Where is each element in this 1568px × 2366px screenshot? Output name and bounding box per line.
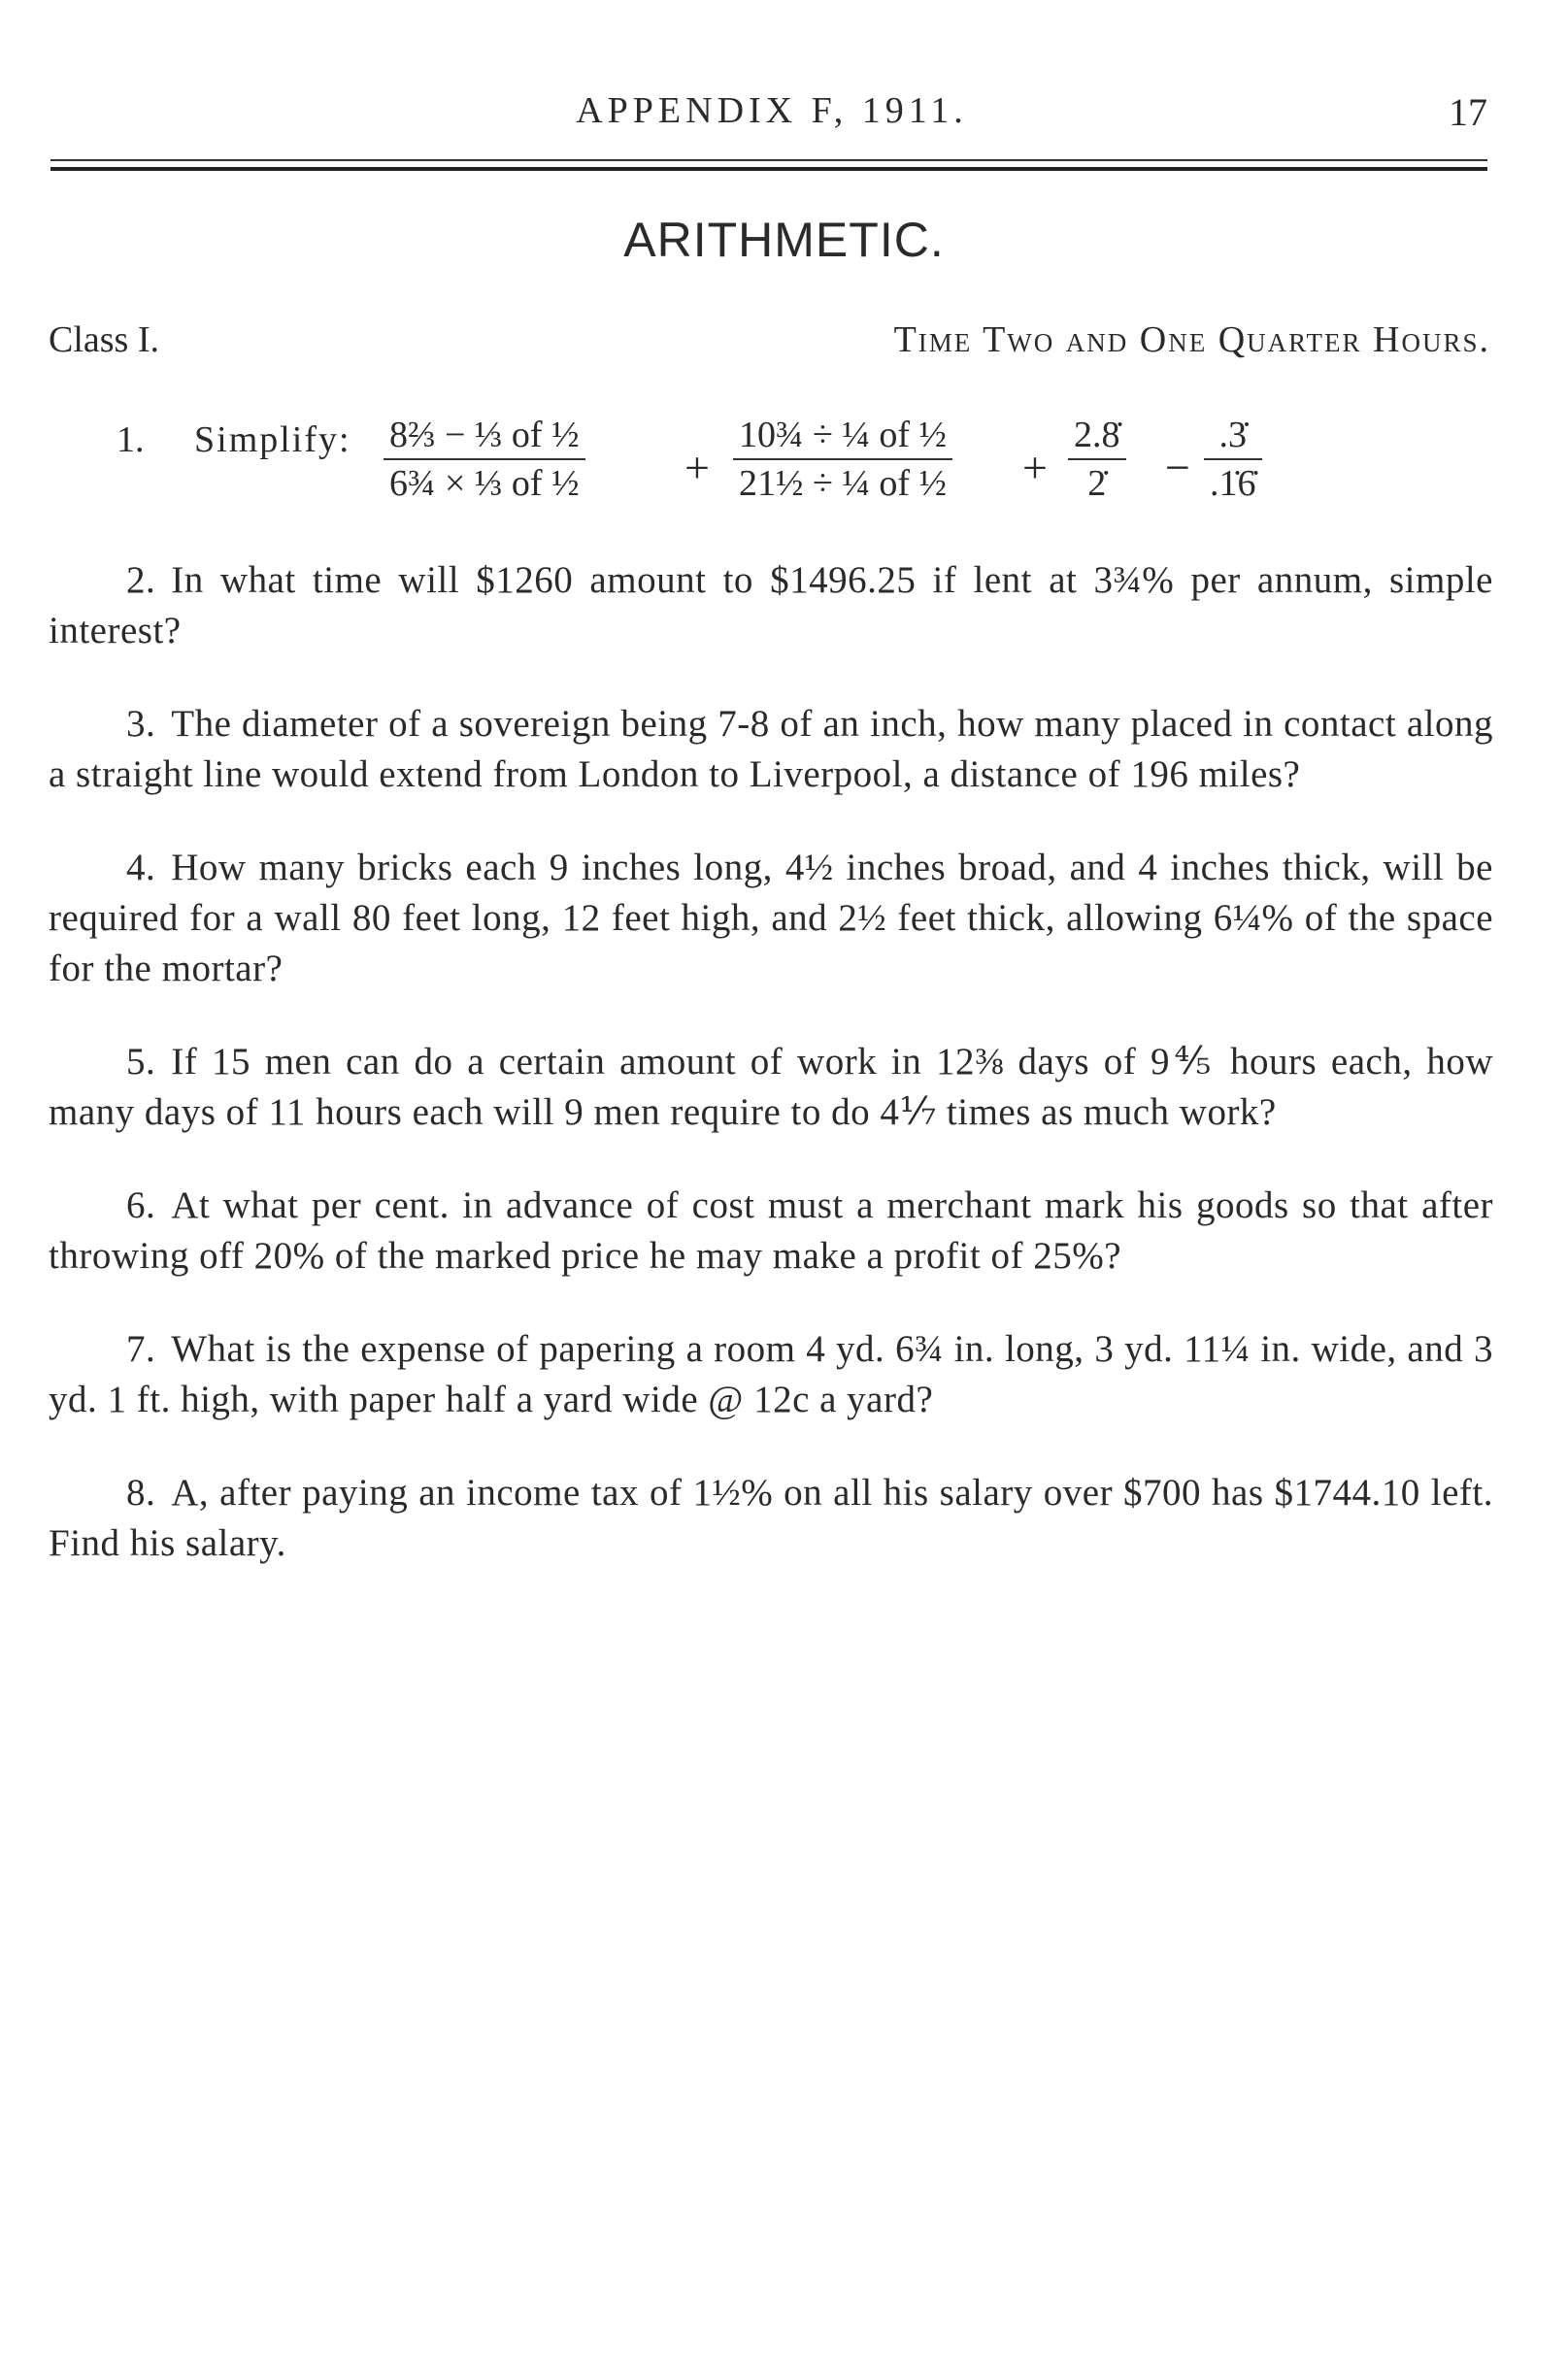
question-text: If 15 men can do a certain amount of work in 12⅜ days of 9⅘ hours each, how many days of 11 hours each will 9 men require to do 4⅐ times as much work? xyxy=(49,1041,1493,1133)
running-title: APPENDIX F, 1911. xyxy=(576,90,968,131)
question-number: 4. xyxy=(126,847,156,888)
fraction-numerator: .3̇ xyxy=(1218,415,1247,455)
question-number: 7. xyxy=(126,1328,156,1370)
question-number: 8. xyxy=(126,1472,156,1514)
header-rule-thin xyxy=(50,159,1487,161)
operator-minus: − xyxy=(1165,443,1190,492)
fraction-term-2 xyxy=(733,413,952,506)
running-header xyxy=(49,82,1495,140)
header-rule-thick xyxy=(50,167,1487,171)
fraction-numerator: 10¾ ÷ ¼ of ½ xyxy=(739,415,948,455)
question-text: A, after paying an income tax of 1½% on all his salary over $700 has $1744.10 left. Find his salary. xyxy=(49,1472,1493,1564)
question-3 xyxy=(49,699,1493,800)
fraction-bar xyxy=(1204,458,1262,460)
fraction-term-4 xyxy=(1204,413,1262,506)
fraction-bar xyxy=(733,458,952,460)
question-number: 3. xyxy=(126,703,156,745)
page-number: 17 xyxy=(1449,90,1487,134)
fraction-term-1 xyxy=(384,413,585,506)
time-allowed-label: Time Two and One Quarter Hours. xyxy=(893,319,1490,360)
question-text: At what per cent. in advance of cost must a merchant mark his goods so that after throwing off 20% of the marked price he may make a profit of 25%? xyxy=(49,1184,1493,1277)
fraction-term-3 xyxy=(1068,413,1126,506)
fraction-denominator: 21½ ÷ ¼ of ½ xyxy=(739,463,948,504)
question-text: The diameter of a sovereign being 7-8 of an inch, how many placed in contact along a straight line would extend from London to Liverpool, a distance of 196 miles? xyxy=(49,703,1493,795)
class-label: Class I. xyxy=(49,319,159,360)
question-6 xyxy=(49,1181,1493,1282)
fraction-numerator: 8⅔ − ⅓ of ½ xyxy=(389,415,580,455)
question-number: 2. xyxy=(126,559,156,601)
section-title: ARITHMETIC. xyxy=(623,213,945,267)
fraction-bar xyxy=(384,458,585,460)
question-text: What is the expense of papering a room 4 yd. 6¾ in. long, 3 yd. 11¼ in. wide, and 3 yd. 1 ft. high, with paper half a yard wide @ 12c a yard? xyxy=(49,1328,1493,1420)
question-number: 1. xyxy=(117,419,145,460)
question-list xyxy=(49,555,1493,1612)
question-7 xyxy=(49,1324,1493,1425)
operator-plus: + xyxy=(684,443,710,492)
fraction-denominator: .1̇6̇ xyxy=(1210,463,1256,504)
question-8 xyxy=(49,1468,1493,1569)
fraction-numerator: 2.8̇ xyxy=(1074,415,1120,455)
question-1 xyxy=(49,413,1495,529)
operator-plus: + xyxy=(1022,443,1048,492)
question-number: 5. xyxy=(126,1041,156,1083)
question-text: How many bricks each 9 inches long, 4½ inches broad, and 4 inches thick, will be required for a wall 80 feet long, 12 feet high, and 2½ feet thick, allowing 6¼% of the space for the mortar? xyxy=(49,847,1493,989)
question-4 xyxy=(49,843,1493,994)
question-2 xyxy=(49,555,1493,656)
fraction-denominator: 6¾ × ⅓ of ½ xyxy=(389,463,580,504)
fraction-bar xyxy=(1068,458,1126,460)
question-5 xyxy=(49,1037,1493,1138)
question-number: 6. xyxy=(126,1184,156,1226)
question-text: In what time will $1260 amount to $1496.25 if lent at 3¾% per annum, simple interest? xyxy=(49,559,1493,651)
question-prompt: Simplify: xyxy=(194,419,351,460)
fraction-denominator: 2̇ xyxy=(1087,463,1107,504)
